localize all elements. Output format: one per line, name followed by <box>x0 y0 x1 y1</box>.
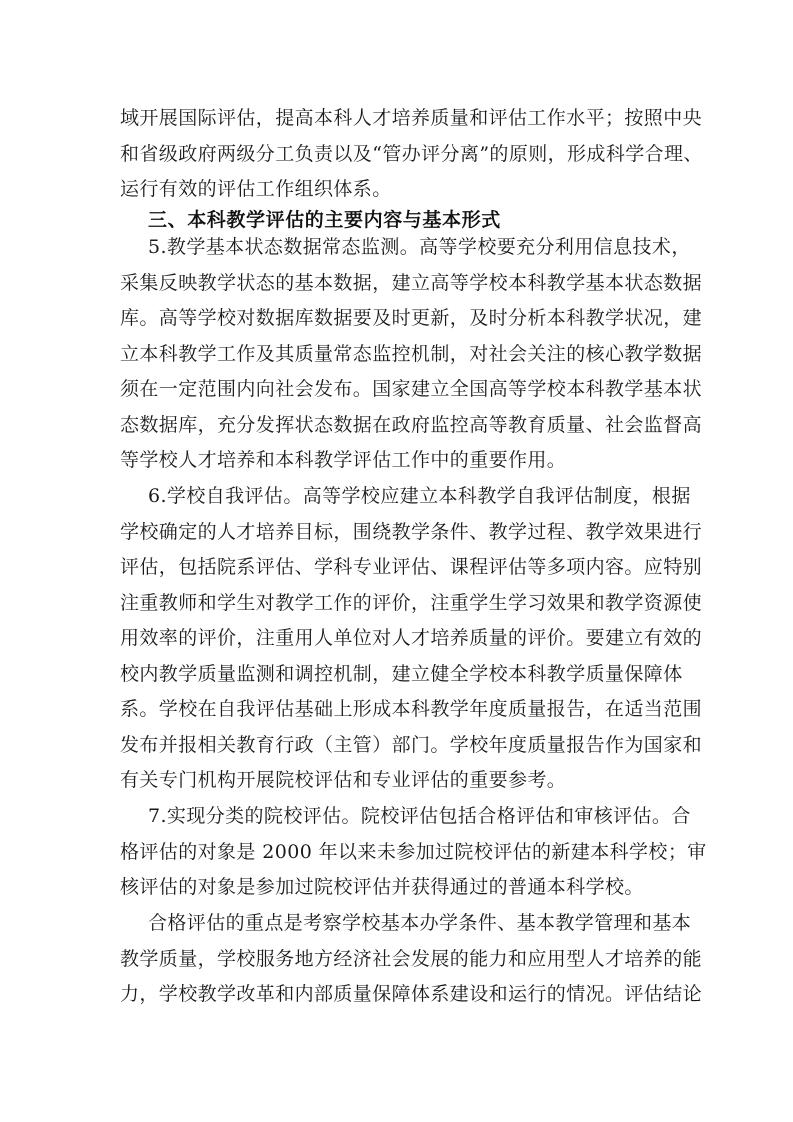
paragraph-6 <box>120 479 703 799</box>
text-line: 立本科教学工作及其质量常态监控机制，对社会关注的核心教学数据 <box>120 342 703 365</box>
paragraph-7 <box>120 799 707 906</box>
paragraph-8 <box>120 906 703 1013</box>
text-line: 采集反映教学状态的基本数据，建立高等学校本科教学基本状态数据 <box>120 271 703 294</box>
text-line: 合格评估的重点是考察学校基本办学条件、基本教学管理和基本 <box>148 912 692 934</box>
text-line: 7.实现分类的院校评估。院校评估包括合格评估和审核评估。合 <box>148 805 691 827</box>
text-line: 用效率的评价，注重用人单位对人才培养质量的评价。要建立有效的 <box>120 627 703 649</box>
text-line: 须在一定范围内向社会发布。国家建立全国高等学校本科教学基本状 <box>120 378 703 400</box>
text-line: 发布并报相关教育行政（主管）部门。学校年度质量报告作为国家和 <box>120 733 703 756</box>
text-line: 态数据库，充分发挥状态数据在政府监控高等教育质量、社会监督高 <box>120 413 703 436</box>
paragraph-5 <box>120 230 703 479</box>
text-line: 学校确定的人才培养目标，围绕教学条件、教学过程、教学效果进行 <box>120 520 703 543</box>
paragraph-intro <box>120 101 703 208</box>
text-line: 校内教学质量监测和调控机制，建立健全学校本科教学质量保障体 <box>120 662 683 685</box>
text-line: 域开展国际评估，提高本科人才培养质量和评估工作水平；按照中央 <box>120 107 703 129</box>
text-line: 格评估的对象是 2000 年以来未参加过院校评估的新建本科学校；审 <box>120 840 707 863</box>
text-line: 注重教师和学生对教学工作的评价，注重学生学习效果和教学资源使 <box>120 591 703 614</box>
text-line: 6.学校自我评估。高等学校应建立本科教学自我评估制度，根据 <box>148 485 691 507</box>
text-line: 库。高等学校对数据库数据要及时更新，及时分析本科教学状况，建 <box>120 307 703 329</box>
text-line: 5.教学基本状态数据常态监测。高等学校要充分利用信息技术， <box>148 236 691 258</box>
text-line: 力，学校教学改革和内部质量保障体系建设和运行的情况。评估结论 <box>120 983 703 1005</box>
text-line: 系。学校在自我评估基础上形成本科教学年度质量报告，在适当范围 <box>120 698 703 720</box>
text-line: 核评估的对象是参加过院校评估并获得通过的普通本科学校。 <box>120 876 644 898</box>
text-line: 运行有效的评估工作组织体系。 <box>120 178 392 200</box>
text-line: 等学校人才培养和本科教学评估工作中的重要作用。 <box>120 449 567 471</box>
text-line: 有关专门机构开展院校评估和专业评估的重要参考。 <box>120 769 567 791</box>
section-heading: 三、本科教学评估的主要内容与基本形式 <box>148 209 501 231</box>
text-line: 教学质量，学校服务地方经济社会发展的能力和应用型人才培养的能 <box>120 947 703 970</box>
text-line: 评估，包括院系评估、学科专业评估、课程评估等多项内容。应特别 <box>120 556 703 578</box>
text-line: 和省级政府两级分工负责以及“管办评分离”的原则，形成科学合理、 <box>120 142 703 165</box>
